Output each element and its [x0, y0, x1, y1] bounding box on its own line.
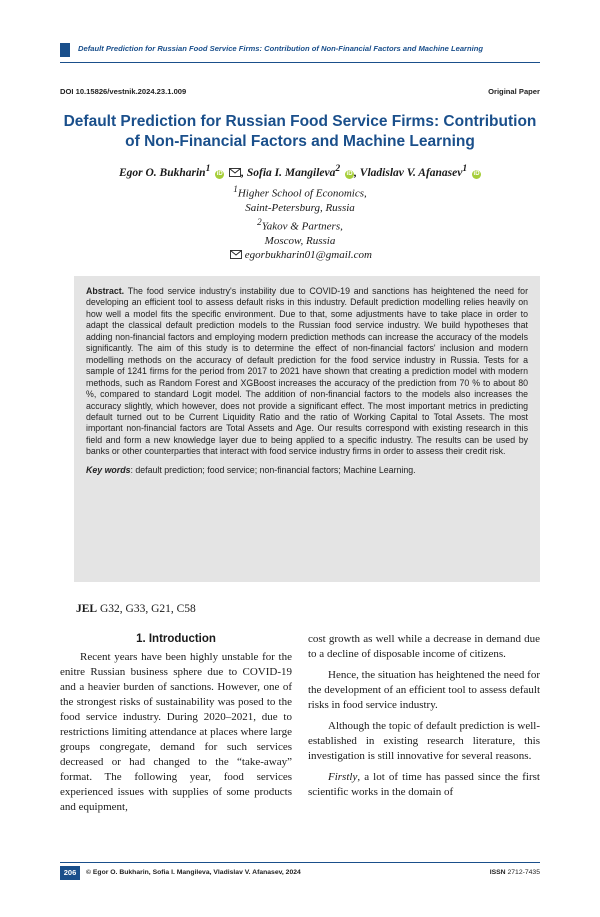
- paragraph: Hence, the situation has heightened the need for the development of an efficient tool to assess default risks in food service industry.: [308, 668, 540, 713]
- affiliation-2-sup: 2: [257, 217, 262, 227]
- title-line-1: Default Prediction for Russian Food Service Firms: Contribution: [60, 112, 540, 132]
- abstract-box: [74, 276, 540, 582]
- abstract-paragraph: [86, 286, 528, 458]
- jel-values: G32, G33, G21, C58: [97, 603, 196, 615]
- body-column-left: [60, 632, 292, 821]
- header-divider: [60, 62, 540, 63]
- envelope-icon: [230, 250, 242, 259]
- issn: [490, 869, 540, 876]
- issn-value: 2712-7435: [506, 869, 540, 876]
- author-3-sup: 1: [462, 163, 467, 174]
- paper-type: Original Paper: [488, 87, 540, 96]
- paragraph-text: , a lot of time has passed since the first scientific works in the domain of: [308, 771, 540, 798]
- author-1-name: Egor O. Bukharin: [119, 167, 206, 179]
- copyright: © Egor O. Bukharin, Sofia I. Mangileva, Vladislav V. Afanasev, 2024: [86, 869, 301, 876]
- orcid-icon[interactable]: iD: [345, 170, 354, 179]
- emphasis: Firstly: [328, 771, 357, 783]
- affiliation-1: [60, 182, 540, 216]
- author-1-sup: 1: [206, 163, 211, 174]
- keywords-text: : default prediction; food service; non-financial factors; Machine Learning.: [131, 465, 416, 475]
- affiliation-1-sup: 1: [233, 184, 238, 194]
- title-line-2: of Non-Financial Factors and Machine Learning: [60, 132, 540, 152]
- keywords-paragraph: [86, 465, 528, 476]
- affiliation-1-line-1: Higher School of Economics,: [238, 188, 367, 200]
- affiliation-1-line-2: Saint-Petersburg, Russia: [60, 201, 540, 216]
- author-separator: ,: [354, 167, 360, 179]
- author-2-name: Sofia I. Mangileva: [247, 167, 336, 179]
- section-heading: 1. Introduction: [60, 632, 292, 647]
- email-address[interactable]: egorbukharin01@gmail.com: [245, 249, 372, 261]
- paragraph: cost growth as well while a decrease in demand due to a decline of disposable income of citizens.: [308, 632, 540, 662]
- jel-label: JEL: [76, 603, 97, 615]
- running-header: [60, 43, 540, 59]
- orcid-icon[interactable]: iD: [215, 170, 224, 179]
- page-number: 206: [60, 866, 80, 880]
- doi: DOI 10.15826/vestnik.2024.23.1.009: [60, 87, 186, 96]
- paragraph: Although the topic of default prediction is well-established in existing research literature, this investigation is still innovative for several reasons.: [308, 719, 540, 764]
- paper-title: [60, 112, 540, 152]
- abstract-label: Abstract.: [86, 286, 124, 296]
- header-marker: [60, 43, 70, 57]
- body-column-right: [308, 632, 540, 806]
- affiliation-2-line-2: Moscow, Russia: [60, 234, 540, 249]
- author-2-sup: 2: [335, 163, 340, 174]
- affiliation-2-line-1: Yakov & Partners,: [262, 221, 343, 233]
- keywords-label: Key words: [86, 465, 131, 475]
- jel-codes: [76, 603, 196, 615]
- orcid-icon[interactable]: iD: [472, 170, 481, 179]
- affiliation-2: [60, 215, 540, 249]
- corresponding-email: [60, 249, 540, 261]
- author-3-name: Vladislav V. Afanasev: [360, 167, 463, 179]
- paragraph: Recent years have been highly unstable for the enitre Russian business sphere due to COVID-19 and a heavier burden of sanctions. However, one of the strongest risks of sustainability was posed to the food service industry. During 2020–2021, due to restrictions limiting attendance at places where large groups congregate, demand for such services decreased or had changed to the “take-away” format. The following year, food services experienced issues with supplies of some products and equipment,: [60, 650, 292, 815]
- envelope-icon[interactable]: [229, 168, 241, 177]
- author-separator: ,: [241, 167, 247, 179]
- issn-label: ISSN: [490, 869, 506, 876]
- footer-divider: [60, 862, 540, 863]
- running-title: Default Prediction for Russian Food Service Firms: Contribution of Non-Financial Factors and Machine Learning: [78, 44, 483, 53]
- paragraph: [308, 770, 540, 800]
- author-list: [60, 163, 540, 179]
- abstract-text: The food service industry's instability due to COVID-19 and sanctions has heightened the need for developing an efficient tool to assess default risks in this industry. Default prediction modelling relies heavily on how well a model fits the specific environment. Due to that, some adjustments have to take place in order to adapt the classical default prediction models to the Russian food service industry. We build hypotheses that adding non-financial factors and employing modern prediction methods can increase the accuracy of the models significantly. The aim of this study is to determine the effect of non-financial factors' inclusion and modern modelling methods on the accuracy of default prediction for the food service industry in Russia. Tests for a sample of 1241 firms for the period from 2017 to 2021 have shown that creating a prediction model with modern methods, such as Random Forest and XGBoost increases the accuracy of the prediction from 70 % to about 80 %, compared to standard Logit model. The addition of non-financial factors to the models also increases the accuracy slightly, which however, does not provide a significant effect. The most important metrics in predicting default turned out to be Current Liquidity Ratio and the ratio of Working Capital to Total Assets. The most important non-financial factors are Total Assets and Age. Our results correspond with existing research in this field and form a new knowledge layer due to being applied to a specific industry. The results can be used by banks or other counterparties that interact with food service industry firms in order to assess their credit risk.: [86, 286, 528, 456]
